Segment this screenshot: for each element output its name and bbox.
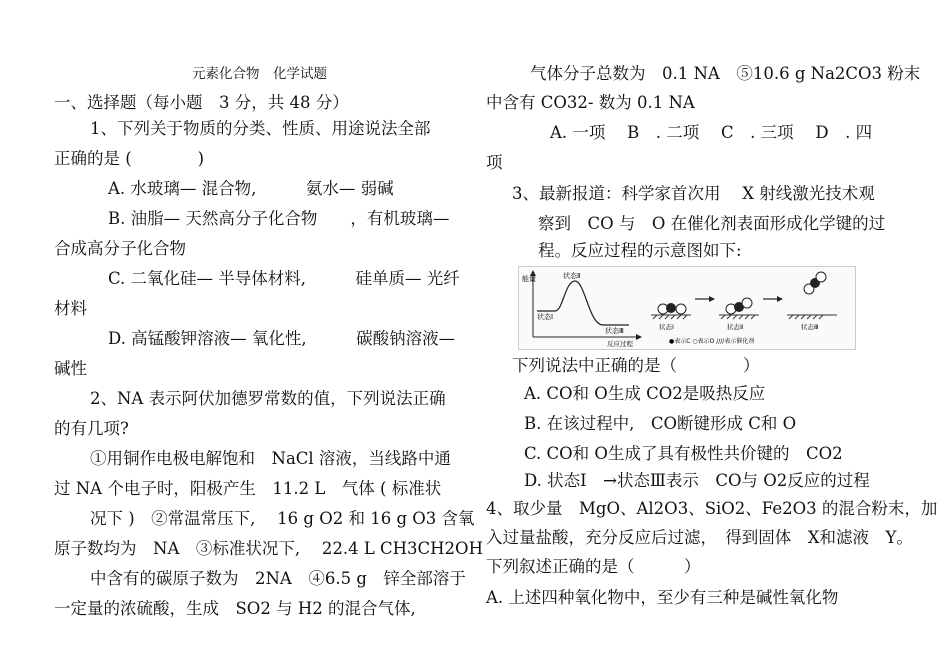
q4-option-a: A. 上述四种氧化物中，至少有三种是碱性氧化物 <box>486 588 839 607</box>
q2-statement-line-3: 况下 ) ②常温常压下, 16 g O2 和 16 g O3 含氧 <box>90 509 475 528</box>
q1-option-d-cont: 碱性 <box>54 359 87 378</box>
q4-stem-cont: 入过量盐酸，充分反应后过滤， 得到固体 X和滤液 Y。 <box>486 528 913 547</box>
q3-stem-cont-2: 程。反应过程的示意图如下: <box>538 241 742 260</box>
sub-state-2-label: 状态Ⅱ <box>727 323 744 331</box>
q2-options-cont: 项 <box>486 153 503 172</box>
q3-prompt: 下列说法中正确的是（ ） <box>512 356 760 375</box>
section-heading: 一、选择题（每小题 3 分，共 48 分） <box>54 93 349 112</box>
q2-stem: 2、NA 表示阿伏加德罗常数的值，下列说法正确 <box>90 389 446 408</box>
state-2-label: 状态Ⅱ <box>563 272 581 280</box>
transition-arrow-icon-2 <box>763 296 783 302</box>
q1-option-d: D. 高锰酸钾溶液— 氧化性, 碳酸钠溶液— <box>108 329 456 348</box>
q1-option-b: B. 油脂— 天然高分子化合物 ，有机玻璃— <box>108 209 450 228</box>
sub-state-1-label: 状态Ⅰ <box>659 323 674 331</box>
state-2-molecules <box>726 298 752 314</box>
q2-statement-line-8: 中含有 CO32- 数为 0.1 NA <box>486 93 695 112</box>
state-3-label: 状态Ⅲ <box>605 327 624 335</box>
q3-option-d: D. 状态Ⅰ →状态Ⅲ表示 CO与 O2反应的过程 <box>524 471 870 490</box>
q3-stem-cont: 察到 CO 与 O 在催化剂表面形成化学键的过 <box>538 214 886 233</box>
q2-options: A. 一项 B . 二项 C . 三项 D . 四 <box>550 123 873 142</box>
q2-statement-line-6: 一定量的浓硫酸，生成 SO2 与 H2 的混合气体, <box>54 599 416 618</box>
q4-stem: 4、取少量 MgO、Al2O3、SiO2、Fe2O3 的混合粉末，加 <box>486 499 938 518</box>
reaction-arrow-icon <box>636 334 642 340</box>
reaction-progress-label: 反应过程 <box>607 340 633 348</box>
q1-stem-cont: 正确的是 ( ) <box>54 149 205 168</box>
q1-stem: 1、下列关于物质的分类、性质、用途说法全部 <box>90 119 431 138</box>
diagram-legend: ●表示C ○表示O ////表示催化剂 <box>669 338 755 345</box>
q3-option-c: C. CO和 O生成了具有极性共价键的 CO2 <box>524 444 843 463</box>
q2-statement-line-5: 中含有的碳原子数为 2NA ④6.5 g 锌全部溶于 <box>90 569 466 588</box>
q2-statement-1: ①用铜作电极电解饱和 NaCl 溶液，当线路中通 <box>90 449 451 468</box>
q1-option-c-cont: 材料 <box>54 299 87 318</box>
q3-option-b: B. 在该过程中, CO断键形成 C和 O <box>524 414 797 433</box>
q2-statement-line-2: 过 NA 个电子时，阳极产生 11.2 L 气体 ( 标准状 <box>54 479 442 498</box>
sub-state-3-label: 状态Ⅲ <box>801 323 819 331</box>
q1-option-b-cont: 合成高分子化合物 <box>54 239 186 258</box>
q2-stem-cont: 的有几项? <box>54 419 129 438</box>
catalyst-surface-1 <box>651 315 691 319</box>
doc-title: 元素化合物 化学试题 <box>192 66 327 82</box>
q3-option-a: A. CO和 O生成 CO2是吸热反应 <box>524 384 766 403</box>
q4-stem-cont-2: 下列叙述正确的是（ ） <box>486 557 701 576</box>
state-1-label: 状态Ⅰ <box>537 313 554 321</box>
q2-statement-line-4: 原子数均为 NA ③标准状况下, 22.4 L CH3CH2OH <box>54 539 483 558</box>
catalyst-surface-2 <box>719 315 759 319</box>
catalyst-surface-3 <box>787 315 837 319</box>
reaction-diagram-svg <box>519 267 855 349</box>
q2-statement-line-7: 气体分子总数为 0.1 NA ⑤10.6 g Na2CO3 粉末 <box>530 64 921 83</box>
transition-arrow-icon <box>695 296 715 302</box>
reaction-diagram <box>518 266 856 350</box>
q3-stem: 3、最新报道：科学家首次用 X 射线激光技术观 <box>512 184 875 203</box>
state-1-molecules <box>658 303 686 314</box>
energy-label: 能量 <box>522 275 536 283</box>
q1-option-c: C. 二氧化硅— 半导体材料, 硅单质— 光纤 <box>108 269 460 288</box>
q1-option-a: A. 水玻璃— 混合物, 氨水— 弱碱 <box>108 179 394 198</box>
state-3-molecules <box>804 272 826 294</box>
